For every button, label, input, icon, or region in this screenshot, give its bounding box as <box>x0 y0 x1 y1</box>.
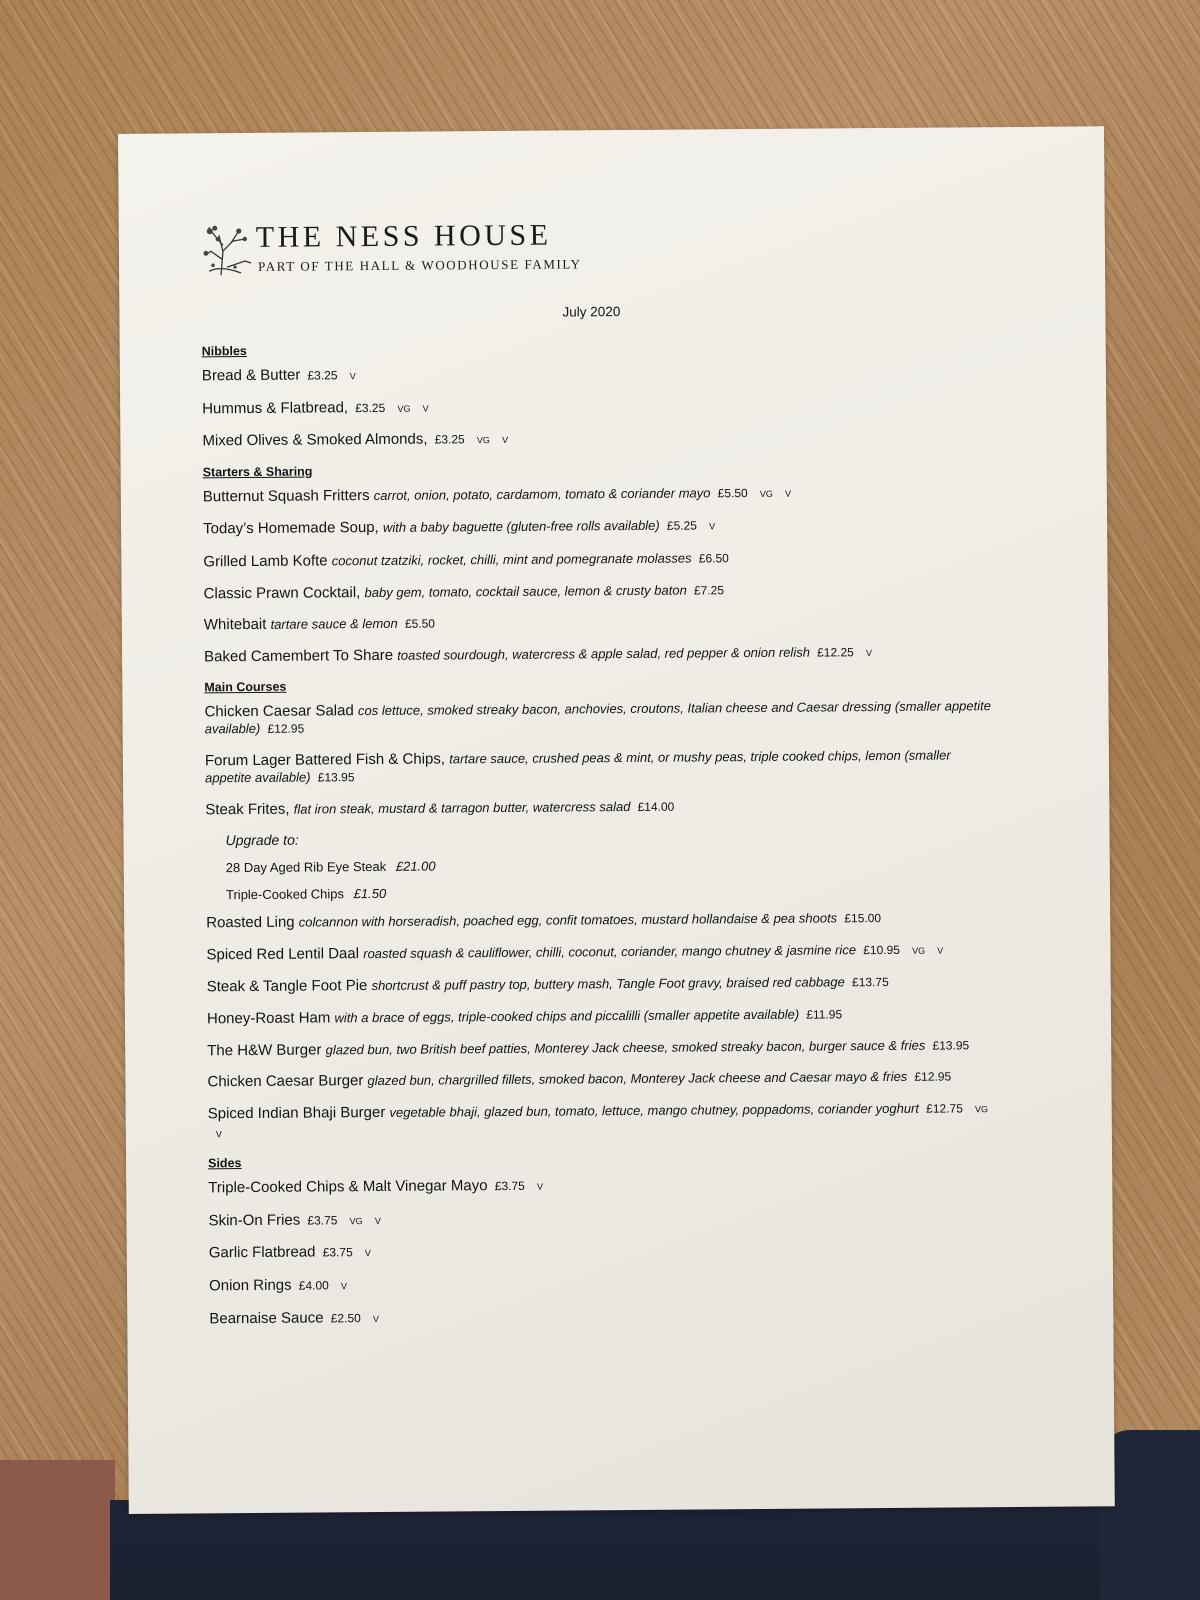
item-price: £3.75 <box>322 1245 353 1260</box>
item-description: toasted sourdough, watercress & apple salad, red pepper & onion relish <box>397 644 810 663</box>
upgrade-option <box>226 881 1006 902</box>
diet-badge: V <box>374 1215 381 1226</box>
item-price: £13.95 <box>317 770 355 785</box>
diet-badge: V <box>937 945 944 956</box>
brand-name: THE NESS HOUSE <box>255 218 552 254</box>
item-description: glazed bun, chargrilled fillets, smoked bacon, Monterey Jack cheese and Caesar mayo & fries <box>367 1068 908 1089</box>
item-price: £3.75 <box>307 1213 338 1228</box>
diet-badge: V <box>709 521 716 532</box>
menu-date: July 2020 <box>562 304 621 320</box>
menu-item <box>203 514 1003 539</box>
menu-item <box>208 1206 1008 1231</box>
brand-header <box>201 215 1001 281</box>
item-price: £3.25 <box>307 368 338 383</box>
item-description: with a baby baguette (gluten-free rolls available) <box>382 518 660 536</box>
item-description: tartare sauce & lemon <box>270 615 398 632</box>
item-price: £12.25 <box>817 644 854 660</box>
item-name: Skin-On Fries <box>208 1211 301 1230</box>
item-name: Spiced Red Lentil Daal <box>206 944 360 964</box>
menu-item <box>207 1036 997 1060</box>
item-name: Whitebait <box>203 616 267 634</box>
menu-item <box>203 547 1003 571</box>
diet-badge: V <box>372 1313 379 1324</box>
menu-item <box>208 1173 1008 1198</box>
item-name: Steak Frites, <box>205 800 290 818</box>
diet-badge: VG <box>349 1215 363 1227</box>
item-description: vegetable bhaji, glazed bun, tomato, lettuce, mango chutney, poppadoms, coriander yoghurt <box>389 1100 920 1120</box>
tree-logo-icon <box>201 221 253 279</box>
item-description: coconut tzatziki, rocket, chilli, mint and pomegranate molasses <box>331 550 692 569</box>
item-description: carrot, onion, potato, cardamom, tomato & coriander mayo <box>373 485 711 503</box>
diet-badge: V <box>349 371 356 382</box>
menu-item <box>207 1067 1007 1091</box>
item-name: Mixed Olives & Smoked Almonds, <box>202 430 428 450</box>
section-heading-starters: Starters & Sharing <box>202 464 313 480</box>
item-name: Roasted Ling <box>206 913 295 932</box>
jeans-knee <box>1100 1430 1200 1600</box>
diet-badge: VG <box>397 403 411 414</box>
item-price: £3.75 <box>494 1179 525 1194</box>
brand-subtitle: PART OF THE HALL & WOODHOUSE FAMILY <box>257 256 582 274</box>
menu-item <box>205 795 1005 819</box>
item-price: £12.75 <box>926 1101 963 1116</box>
diet-badge: V <box>536 1181 544 1193</box>
item-name: The H&W Burger <box>207 1040 322 1059</box>
item-price: £4.00 <box>298 1278 329 1293</box>
item-description: glazed bun, two British beef patties, Monterey Jack cheese, smoked streaky bacon, burger sauce & fries <box>325 1037 926 1057</box>
menu-sheet <box>118 126 1115 1514</box>
item-description: roasted squash & cauliflower, chilli, coconut, coriander, mango chutney & jasmine rice <box>363 941 857 961</box>
item-price: £12.95 <box>267 721 305 737</box>
item-description: colcannon with horseradish, poached egg, confit tomatoes, mustard hollandaise & pea shoots <box>298 910 838 930</box>
item-name: Bread & Butter <box>201 366 301 385</box>
item-price: £11.95 <box>806 1007 843 1022</box>
menu-item <box>206 940 1006 965</box>
item-price: £13.75 <box>851 975 889 990</box>
item-name: Honey-Roast Ham <box>206 1009 331 1028</box>
item-price: £13.95 <box>932 1037 970 1053</box>
item-price: £6.50 <box>698 551 729 566</box>
section-heading-nibbles: Nibbles <box>201 343 247 359</box>
upgrade-price: £1.50 <box>353 886 387 902</box>
item-name: Classic Prawn Cocktail, <box>203 583 361 602</box>
item-name: Baked Camembert To Share <box>204 646 394 666</box>
menu-item <box>209 1239 1009 1264</box>
item-description: tartare sauce, crushed peas & mint, or mushy peas, triple cooked chips, lemon (smaller appetite available) <box>204 747 951 786</box>
menu-body <box>202 333 1010 1343</box>
item-price: £5.25 <box>666 518 697 534</box>
menu-item <box>209 1271 1009 1296</box>
item-name: Hummus & Flatbread, <box>202 398 349 417</box>
menu-item <box>207 1004 1007 1028</box>
section-heading-sides: Sides <box>208 1156 242 1171</box>
item-price: £15.00 <box>844 911 882 926</box>
menu-item <box>209 1304 1009 1329</box>
diet-badge: VG <box>974 1103 989 1114</box>
item-name: Garlic Flatbread <box>208 1243 316 1262</box>
menu-item <box>205 746 995 787</box>
diet-badge: VG <box>759 488 773 499</box>
menu-item <box>202 426 1002 451</box>
item-price: £3.25 <box>355 400 386 415</box>
menu-content <box>201 215 1001 1327</box>
item-price: £10.95 <box>863 942 900 957</box>
item-price: £12.95 <box>914 1069 952 1084</box>
item-price: £14.00 <box>637 799 675 814</box>
item-name: Onion Rings <box>208 1276 292 1295</box>
item-name: Spiced Indian Bhaji Burger <box>207 1103 386 1123</box>
diet-badge: V <box>215 1128 222 1139</box>
upgrade-option <box>226 854 1006 875</box>
menu-item <box>208 1099 998 1143</box>
menu-item <box>207 972 1007 996</box>
item-description: baby gem, tomato, cocktail sauce, lemon & crusty baton <box>364 582 687 600</box>
item-name: Chicken Caesar Salad <box>204 702 354 721</box>
item-price: £5.50 <box>717 485 748 501</box>
item-name: Steak & Tangle Foot Pie <box>206 977 368 996</box>
item-description: shortcrust & puff pastry top, buttery mash, Tangle Foot gravy, braised red cabbage <box>371 974 845 994</box>
item-name: Today’s Homemade Soup, <box>203 519 379 538</box>
menu-item <box>206 908 1006 932</box>
upgrade-name: 28 Day Aged Rib Eye Steak <box>225 859 387 876</box>
diet-badge: V <box>364 1248 371 1259</box>
item-price: £3.25 <box>434 432 465 447</box>
diet-badge: VG <box>912 945 926 956</box>
upgrade-title: Upgrade to: <box>225 831 299 849</box>
item-name: Bearnaise Sauce <box>209 1309 324 1327</box>
item-name: Chicken Caesar Burger <box>207 1072 364 1091</box>
item-name: Triple-Cooked Chips & Malt Vinegar Mayo <box>208 1177 488 1197</box>
item-price: £7.25 <box>693 582 725 598</box>
item-price: £2.50 <box>330 1310 361 1326</box>
item-description: with a brace of eggs, triple-cooked chips and piccalilli (smaller appetite available) <box>334 1006 800 1026</box>
floor-background <box>0 1460 115 1600</box>
menu-item <box>204 697 994 738</box>
menu-item <box>202 361 1002 386</box>
menu-item <box>203 482 1003 507</box>
jeans-background <box>110 1500 1200 1600</box>
item-price: £5.50 <box>404 616 436 631</box>
diet-badge: V <box>865 647 873 658</box>
item-name: Butternut Squash Fritters <box>202 486 370 506</box>
item-name: Grilled Lamb Kofte <box>203 552 328 571</box>
upgrade-price: £21.00 <box>395 858 436 874</box>
diet-badge: V <box>340 1281 348 1292</box>
item-description: flat iron steak, mustard & tarragon butter, watercress salad <box>293 798 631 817</box>
diet-badge: V <box>422 403 429 414</box>
menu-item <box>204 642 1004 667</box>
item-description: cos lettuce, smoked streaky bacon, anchovies, croutons, Italian cheese and Caesar dressing (smaller appetite available) <box>204 698 992 737</box>
diet-badge: VG <box>476 435 490 446</box>
section-heading-mains: Main Courses <box>204 680 287 695</box>
menu-item <box>202 394 1002 419</box>
diet-badge: V <box>502 435 509 446</box>
menu-item <box>204 579 1004 603</box>
menu-item <box>204 610 1004 634</box>
upgrade-name: Triple-Cooked Chips <box>225 886 345 903</box>
diet-badge: V <box>785 488 792 499</box>
item-name: Forum Lager Battered Fish & Chips, <box>204 750 446 770</box>
